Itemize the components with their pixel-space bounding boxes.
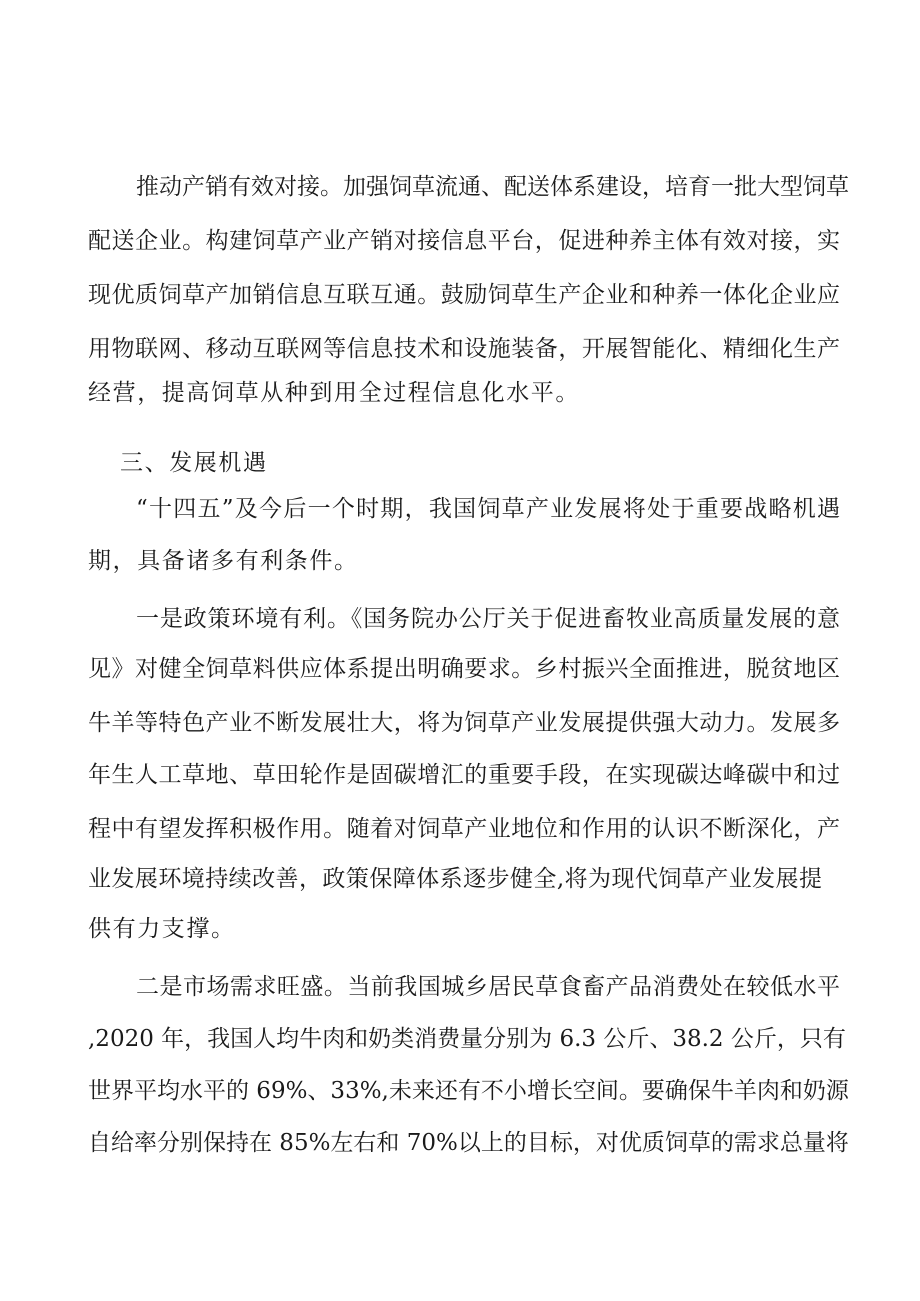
- paragraph-4-line-3: 世界平均水平的 69%、33%,未来还有不小增长空间。要确保牛羊肉和奶源: [88, 1078, 849, 1104]
- paragraph-3-line-7: 供有力支撑。: [88, 916, 236, 942]
- paragraph-4-line-1: 二是市场需求旺盛。当前我国城乡居民草食畜产品消费处在较低水平: [136, 974, 840, 1000]
- paragraph-3-line-1: 一是政策环境有利。《国务院办公厅关于促进畜牧业高质量发展的意: [136, 606, 840, 632]
- section-heading: 三、发展机遇: [120, 450, 268, 476]
- paragraph-1-line-4: 用物联网、移动互联网等信息技术和设施装备，开展智能化、精细化生产: [88, 336, 840, 362]
- paragraph-2-line-1: “十四五”及今后一个时期，我国饲草产业发展将处于重要战略机遇: [136, 496, 840, 522]
- paragraph-3-line-3: 牛羊等特色产业不断发展壮大，将为饲草产业发展提供强大动力。发展多: [88, 710, 840, 736]
- paragraph-2-line-2: 期，具备诸多有利条件。: [88, 548, 359, 574]
- paragraph-4-line-4: 自给率分别保持在 85%左右和 70%以上的目标，对优质饲草的需求总量将: [88, 1130, 849, 1156]
- paragraph-1-line-2: 配送企业。构建饲草产业产销对接信息平台，促进种养主体有效对接，实: [88, 228, 840, 254]
- paragraph-4-line-2: ,2020 年，我国人均牛肉和奶类消费量分别为 6.3 公斤、38.2 公斤，只有: [88, 1026, 846, 1052]
- paragraph-1-line-5: 经营，提高饲草从种到用全过程信息化水平。: [88, 380, 580, 406]
- paragraph-1-line-3: 现优质饲草产加销信息互联互通。鼓励饲草生产企业和种养一体化企业应: [88, 282, 840, 308]
- paragraph-3-line-6: 业发展环境持续改善，政策保障体系逐步健全,将为现代饲草产业发展提: [88, 866, 822, 892]
- paragraph-3-line-4: 年生人工草地、草田轮作是固碳增汇的重要手段，在实现碳达峰碳中和过: [88, 762, 840, 788]
- paragraph-3-line-5: 程中有望发挥积极作用。随着对饲草产业地位和作用的认识不断深化，产: [88, 816, 840, 842]
- paragraph-3-line-2: 见》对健全饲草料供应体系提出明确要求。乡村振兴全面推进，脱贫地区: [88, 656, 840, 682]
- paragraph-1-line-1: 推动产销有效对接。加强饲草流通、配送体系建设，培育一批大型饲草: [136, 174, 849, 200]
